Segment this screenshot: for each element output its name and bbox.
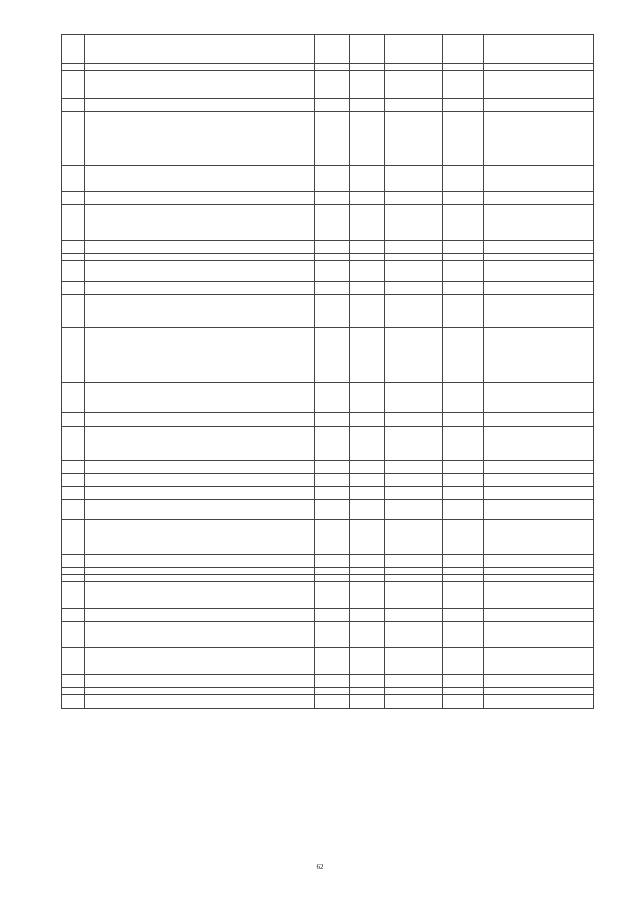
- row-number-cell: [62, 166, 85, 192]
- item-name-cell: [85, 383, 315, 413]
- target-article-cell: [385, 675, 443, 688]
- table-row: [62, 383, 594, 413]
- amount-cell: [484, 555, 594, 568]
- row-number-cell: [62, 622, 85, 648]
- target-article-cell: [385, 192, 443, 205]
- target-article-cell: [385, 241, 443, 254]
- item-name-cell: [85, 71, 315, 99]
- item-name-cell: [85, 555, 315, 568]
- row-number-cell: [62, 254, 85, 261]
- column-number: [385, 64, 443, 71]
- table-row: [62, 192, 594, 205]
- table-row: [62, 461, 594, 474]
- expense-type-cell: [443, 695, 484, 709]
- expense-type-cell: [443, 461, 484, 474]
- budget-table: [61, 34, 594, 709]
- row-number-cell: [62, 71, 85, 99]
- expense-type-cell: [443, 555, 484, 568]
- section-cell: [315, 112, 350, 166]
- section-cell: [315, 192, 350, 205]
- section-cell: [315, 520, 350, 555]
- table-row: [62, 487, 594, 500]
- section-cell: [315, 575, 350, 582]
- target-article-cell: [385, 555, 443, 568]
- section-cell: [315, 295, 350, 328]
- table-row: [62, 71, 594, 99]
- header-cell: [62, 35, 85, 64]
- target-article-cell: [385, 582, 443, 609]
- expense-type-cell: [443, 328, 484, 383]
- row-number-cell: [62, 487, 85, 500]
- table-row: [62, 622, 594, 648]
- row-number-cell: [62, 383, 85, 413]
- expense-type-cell: [443, 609, 484, 622]
- row-number-cell: [62, 648, 85, 675]
- column-number: [443, 64, 484, 71]
- row-number-cell: [62, 241, 85, 254]
- item-name-cell: [85, 622, 315, 648]
- row-number-cell: [62, 688, 85, 695]
- subsection-cell: [350, 688, 385, 695]
- expense-type-cell: [443, 99, 484, 112]
- subsection-cell: [350, 622, 385, 648]
- item-name-cell: [85, 609, 315, 622]
- section-cell: [315, 328, 350, 383]
- target-article-cell: [385, 99, 443, 112]
- amount-cell: [484, 166, 594, 192]
- table-row: [62, 520, 594, 555]
- table-row: [62, 261, 594, 282]
- expense-type-cell: [443, 166, 484, 192]
- item-name-cell: [85, 474, 315, 487]
- target-article-cell: [385, 254, 443, 261]
- target-article-cell: [385, 695, 443, 709]
- subsection-cell: [350, 112, 385, 166]
- target-article-cell: [385, 474, 443, 487]
- section-cell: [315, 413, 350, 427]
- target-article-cell: [385, 622, 443, 648]
- section-cell: [315, 622, 350, 648]
- table-row: [62, 166, 594, 192]
- amount-cell: [484, 609, 594, 622]
- target-article-cell: [385, 112, 443, 166]
- row-number-cell: [62, 575, 85, 582]
- section-cell: [315, 555, 350, 568]
- target-article-cell: [385, 427, 443, 461]
- row-number-cell: [62, 555, 85, 568]
- table-row: [62, 648, 594, 675]
- subsection-cell: [350, 261, 385, 282]
- target-article-cell: [385, 648, 443, 675]
- expense-type-cell: [443, 413, 484, 427]
- subsection-cell: [350, 192, 385, 205]
- target-article-cell: [385, 575, 443, 582]
- subsection-cell: [350, 575, 385, 582]
- amount-cell: [484, 622, 594, 648]
- table-row: [62, 427, 594, 461]
- section-cell: [315, 487, 350, 500]
- expense-type-cell: [443, 261, 484, 282]
- amount-cell: [484, 575, 594, 582]
- table-row: [62, 609, 594, 622]
- item-name-cell: [85, 487, 315, 500]
- subsection-cell: [350, 609, 385, 622]
- expense-type-cell: [443, 520, 484, 555]
- item-name-cell: [85, 282, 315, 295]
- row-number-cell: [62, 99, 85, 112]
- subsection-cell: [350, 205, 385, 241]
- row-number-cell: [62, 500, 85, 520]
- expense-type-cell: [443, 582, 484, 609]
- amount-cell: [484, 675, 594, 688]
- subsection-cell: [350, 474, 385, 487]
- table-row: [62, 99, 594, 112]
- expense-type-cell: [443, 487, 484, 500]
- item-name-cell: [85, 166, 315, 192]
- table-row: [62, 568, 594, 575]
- section-cell: [315, 427, 350, 461]
- item-name-cell: [85, 695, 315, 709]
- item-name-cell: [85, 328, 315, 383]
- amount-cell: [484, 328, 594, 383]
- item-name-cell: [85, 254, 315, 261]
- table-row: [62, 295, 594, 328]
- item-name-cell: [85, 205, 315, 241]
- subsection-cell: [350, 427, 385, 461]
- target-article-cell: [385, 568, 443, 575]
- section-cell: [315, 461, 350, 474]
- section-cell: [315, 474, 350, 487]
- expense-type-cell: [443, 71, 484, 99]
- table-row: [62, 582, 594, 609]
- table-row: [62, 205, 594, 241]
- subsection-cell: [350, 254, 385, 261]
- expense-type-cell: [443, 254, 484, 261]
- item-name-cell: [85, 582, 315, 609]
- expense-type-cell: [443, 648, 484, 675]
- expense-type-cell: [443, 688, 484, 695]
- subsection-cell: [350, 241, 385, 254]
- item-name-cell: [85, 99, 315, 112]
- section-cell: [315, 568, 350, 575]
- subsection-cell: [350, 383, 385, 413]
- table-row: [62, 575, 594, 582]
- amount-cell: [484, 99, 594, 112]
- row-number-cell: [62, 427, 85, 461]
- row-number-cell: [62, 295, 85, 328]
- item-name-cell: [85, 461, 315, 474]
- table-row: [62, 675, 594, 688]
- amount-cell: [484, 205, 594, 241]
- section-cell: [315, 261, 350, 282]
- expense-type-cell: [443, 241, 484, 254]
- section-cell: [315, 241, 350, 254]
- amount-cell: [484, 413, 594, 427]
- column-number: [62, 64, 85, 71]
- subsection-cell: [350, 648, 385, 675]
- row-number-cell: [62, 282, 85, 295]
- target-article-cell: [385, 688, 443, 695]
- amount-cell: [484, 688, 594, 695]
- table-row: [62, 500, 594, 520]
- subsection-cell: [350, 568, 385, 575]
- subsection-cell: [350, 413, 385, 427]
- table-row: [62, 474, 594, 487]
- table-row: [62, 688, 594, 695]
- table-header-row: [62, 35, 594, 64]
- expense-type-cell: [443, 295, 484, 328]
- table-row: [62, 555, 594, 568]
- column-number: [350, 64, 385, 71]
- header-cell: [484, 35, 594, 64]
- target-article-cell: [385, 413, 443, 427]
- target-article-cell: [385, 461, 443, 474]
- amount-cell: [484, 295, 594, 328]
- header-cell: [315, 35, 350, 64]
- amount-cell: [484, 500, 594, 520]
- amount-cell: [484, 648, 594, 675]
- amount-cell: [484, 112, 594, 166]
- target-article-cell: [385, 609, 443, 622]
- subsection-cell: [350, 71, 385, 99]
- row-number-cell: [62, 609, 85, 622]
- item-name-cell: [85, 575, 315, 582]
- row-number-cell: [62, 413, 85, 427]
- amount-cell: [484, 461, 594, 474]
- row-number-cell: [62, 261, 85, 282]
- expense-type-cell: [443, 622, 484, 648]
- section-cell: [315, 648, 350, 675]
- expense-type-cell: [443, 192, 484, 205]
- table-row: [62, 254, 594, 261]
- header-cell: [443, 35, 484, 64]
- target-article-cell: [385, 520, 443, 555]
- amount-cell: [484, 427, 594, 461]
- subsection-cell: [350, 166, 385, 192]
- row-number-cell: [62, 192, 85, 205]
- table-row: [62, 413, 594, 427]
- section-cell: [315, 582, 350, 609]
- item-name-cell: [85, 192, 315, 205]
- table-body: [62, 71, 594, 709]
- subsection-cell: [350, 695, 385, 709]
- item-name-cell: [85, 112, 315, 166]
- item-name-cell: [85, 413, 315, 427]
- target-article-cell: [385, 487, 443, 500]
- header-cell: [350, 35, 385, 64]
- section-cell: [315, 205, 350, 241]
- amount-cell: [484, 695, 594, 709]
- row-number-cell: [62, 205, 85, 241]
- expense-type-cell: [443, 205, 484, 241]
- amount-cell: [484, 568, 594, 575]
- row-number-cell: [62, 112, 85, 166]
- column-number: [315, 64, 350, 71]
- expense-type-cell: [443, 675, 484, 688]
- item-name-cell: [85, 427, 315, 461]
- target-article-cell: [385, 282, 443, 295]
- item-name-cell: [85, 500, 315, 520]
- expense-type-cell: [443, 500, 484, 520]
- subsection-cell: [350, 555, 385, 568]
- amount-cell: [484, 241, 594, 254]
- expense-type-cell: [443, 112, 484, 166]
- target-article-cell: [385, 295, 443, 328]
- target-article-cell: [385, 383, 443, 413]
- amount-cell: [484, 487, 594, 500]
- table-row: [62, 695, 594, 709]
- amount-cell: [484, 71, 594, 99]
- section-cell: [315, 99, 350, 112]
- subsection-cell: [350, 582, 385, 609]
- subsection-cell: [350, 295, 385, 328]
- amount-cell: [484, 282, 594, 295]
- subsection-cell: [350, 461, 385, 474]
- target-article-cell: [385, 500, 443, 520]
- target-article-cell: [385, 166, 443, 192]
- expense-type-cell: [443, 568, 484, 575]
- expense-type-cell: [443, 282, 484, 295]
- item-name-cell: [85, 295, 315, 328]
- amount-cell: [484, 582, 594, 609]
- row-number-cell: [62, 568, 85, 575]
- table-row: [62, 328, 594, 383]
- amount-cell: [484, 192, 594, 205]
- amount-cell: [484, 520, 594, 555]
- item-name-cell: [85, 261, 315, 282]
- document-page: [61, 34, 593, 709]
- subsection-cell: [350, 500, 385, 520]
- item-name-cell: [85, 520, 315, 555]
- header-cell: [385, 35, 443, 64]
- item-name-cell: [85, 568, 315, 575]
- row-number-cell: [62, 520, 85, 555]
- subsection-cell: [350, 282, 385, 295]
- header-cell: [85, 35, 315, 64]
- subsection-cell: [350, 328, 385, 383]
- page-number: 62: [316, 863, 324, 871]
- row-number-cell: [62, 461, 85, 474]
- section-cell: [315, 383, 350, 413]
- section-cell: [315, 688, 350, 695]
- target-article-cell: [385, 328, 443, 383]
- row-number-cell: [62, 474, 85, 487]
- expense-type-cell: [443, 427, 484, 461]
- column-number: [484, 64, 594, 71]
- target-article-cell: [385, 71, 443, 99]
- column-number-row: [62, 64, 594, 71]
- expense-type-cell: [443, 575, 484, 582]
- subsection-cell: [350, 99, 385, 112]
- row-number-cell: [62, 695, 85, 709]
- section-cell: [315, 71, 350, 99]
- section-cell: [315, 695, 350, 709]
- table-row: [62, 112, 594, 166]
- row-number-cell: [62, 675, 85, 688]
- section-cell: [315, 282, 350, 295]
- expense-type-cell: [443, 383, 484, 413]
- amount-cell: [484, 254, 594, 261]
- expense-type-cell: [443, 474, 484, 487]
- subsection-cell: [350, 520, 385, 555]
- table-row: [62, 282, 594, 295]
- section-cell: [315, 166, 350, 192]
- subsection-cell: [350, 675, 385, 688]
- amount-cell: [484, 383, 594, 413]
- table-row: [62, 241, 594, 254]
- section-cell: [315, 675, 350, 688]
- item-name-cell: [85, 241, 315, 254]
- section-cell: [315, 254, 350, 261]
- subsection-cell: [350, 487, 385, 500]
- item-name-cell: [85, 648, 315, 675]
- item-name-cell: [85, 675, 315, 688]
- section-cell: [315, 609, 350, 622]
- amount-cell: [484, 474, 594, 487]
- target-article-cell: [385, 205, 443, 241]
- row-number-cell: [62, 582, 85, 609]
- row-number-cell: [62, 328, 85, 383]
- item-name-cell: [85, 688, 315, 695]
- target-article-cell: [385, 261, 443, 282]
- column-number: [85, 64, 315, 71]
- amount-cell: [484, 261, 594, 282]
- section-cell: [315, 500, 350, 520]
